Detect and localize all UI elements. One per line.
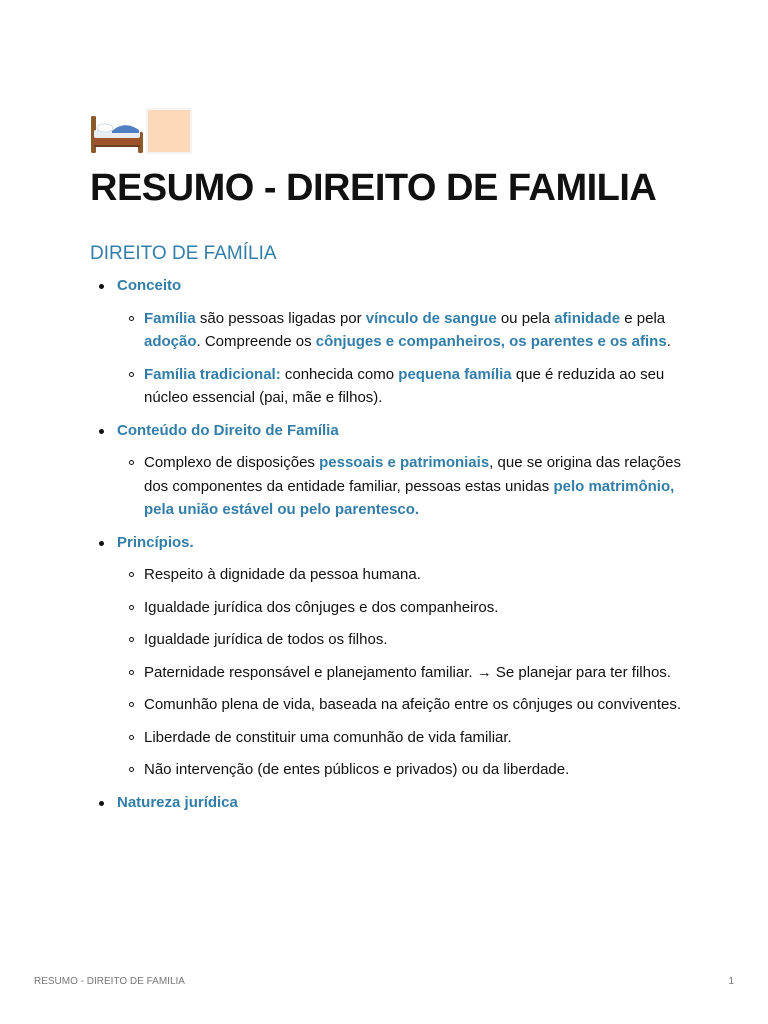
sublist-conceito — [117, 307, 690, 410]
bullet-circle — [129, 735, 134, 740]
sub-item — [117, 563, 690, 587]
page-content — [90, 274, 690, 814]
body-text: . — [666, 333, 671, 350]
bullet-circle — [129, 316, 134, 321]
body-text: Complexo de disposições — [144, 454, 320, 471]
body-text: Respeito à dignidade da pessoa humana. — [144, 566, 421, 583]
sub-item — [117, 628, 690, 652]
item-heading-natureza[interactable]: Natureza jurídica — [117, 793, 238, 811]
page-title: RESUMO - DIREITO DE FAMILIA — [90, 167, 657, 209]
bullet-circle — [129, 372, 134, 377]
body-text: Liberdade de constituir uma comunhão de vida familiar. — [144, 728, 512, 746]
color-swatch — [146, 108, 192, 154]
sub-item — [117, 726, 690, 750]
bed-icon — [90, 110, 144, 154]
item-heading-conteudo[interactable]: Conteúdo do Direito de Família — [117, 421, 339, 439]
body-text: são pessoas ligadas por — [195, 309, 366, 327]
bullet-circle — [129, 460, 134, 465]
body-text: e pela — [620, 309, 666, 327]
list-item-natureza — [90, 791, 690, 815]
highlight-text: pelo matrimônio, pela união estável ou pelo parentesco. — [144, 477, 675, 518]
sublist-principios — [117, 563, 690, 782]
body-text: conhecida como — [280, 365, 399, 383]
highlight-text: afinidade — [554, 309, 621, 327]
highlight-text: cônjuges e companheiros, os parentes e os afins — [315, 333, 667, 350]
body-text: , que se origina das relações dos componentes da entidade familiar, pessoas estas unidas — [144, 454, 681, 495]
body-text: Igualdade jurídica dos cônjuges e dos companheiros. — [144, 598, 499, 616]
footer-page-number: 1 — [728, 976, 734, 987]
item-heading-conceito[interactable]: Conceito — [117, 277, 182, 294]
bullet-circle — [129, 605, 134, 610]
body-text: Não intervenção (de entes públicos e privados) ou da liberdade. — [144, 761, 570, 778]
highlight-text: adoção — [144, 333, 197, 350]
bullet-circle — [129, 767, 134, 772]
sub-item — [117, 363, 690, 410]
footer-title: RESUMO - DIREITO DE FAMILIA — [34, 976, 185, 987]
body-text: . Compreende os — [196, 333, 316, 350]
list-item-conceito — [90, 274, 690, 410]
bullet-dot — [99, 429, 104, 434]
list-item-principios — [90, 531, 690, 782]
sub-item — [117, 307, 690, 354]
highlight-text: vínculo de sangue — [365, 309, 497, 327]
bullet-circle — [129, 572, 134, 577]
highlight-text: pessoais e patrimoniais — [319, 454, 490, 471]
highlight-text: pequena família — [398, 365, 512, 383]
body-text: que é reduzida ao seu núcleo essencial (pai, mãe e filhos). — [144, 365, 665, 406]
sub-item — [117, 758, 690, 782]
sub-item — [117, 451, 690, 522]
bullet-circle — [129, 637, 134, 642]
bullet-dot — [99, 541, 104, 546]
sublist-conteudo — [117, 451, 690, 522]
section-heading: DIREITO DE FAMÍLIA — [90, 243, 277, 264]
highlight-text: Família — [144, 309, 196, 327]
bullet-circle — [129, 670, 134, 675]
bullet-dot — [99, 284, 104, 289]
sub-item — [117, 596, 690, 620]
body-text: Paternidade responsável e planejamento familiar. → Se planejar para ter filhos. — [144, 663, 671, 681]
main-list — [90, 274, 690, 814]
page-icon — [90, 104, 192, 154]
bullet-circle — [129, 702, 134, 707]
body-text: Comunhão plena de vida, baseada na afeição entre os cônjuges ou conviventes. — [144, 696, 682, 713]
sub-item — [117, 693, 690, 717]
item-heading-principios[interactable]: Princípios. — [117, 533, 194, 551]
body-text: Igualdade jurídica de todos os filhos. — [144, 631, 388, 648]
highlight-text: Família tradicional: — [144, 365, 281, 383]
bullet-dot — [99, 801, 104, 806]
body-text: ou pela — [496, 309, 555, 327]
list-item-conteudo — [90, 419, 690, 522]
sub-item — [117, 661, 690, 685]
